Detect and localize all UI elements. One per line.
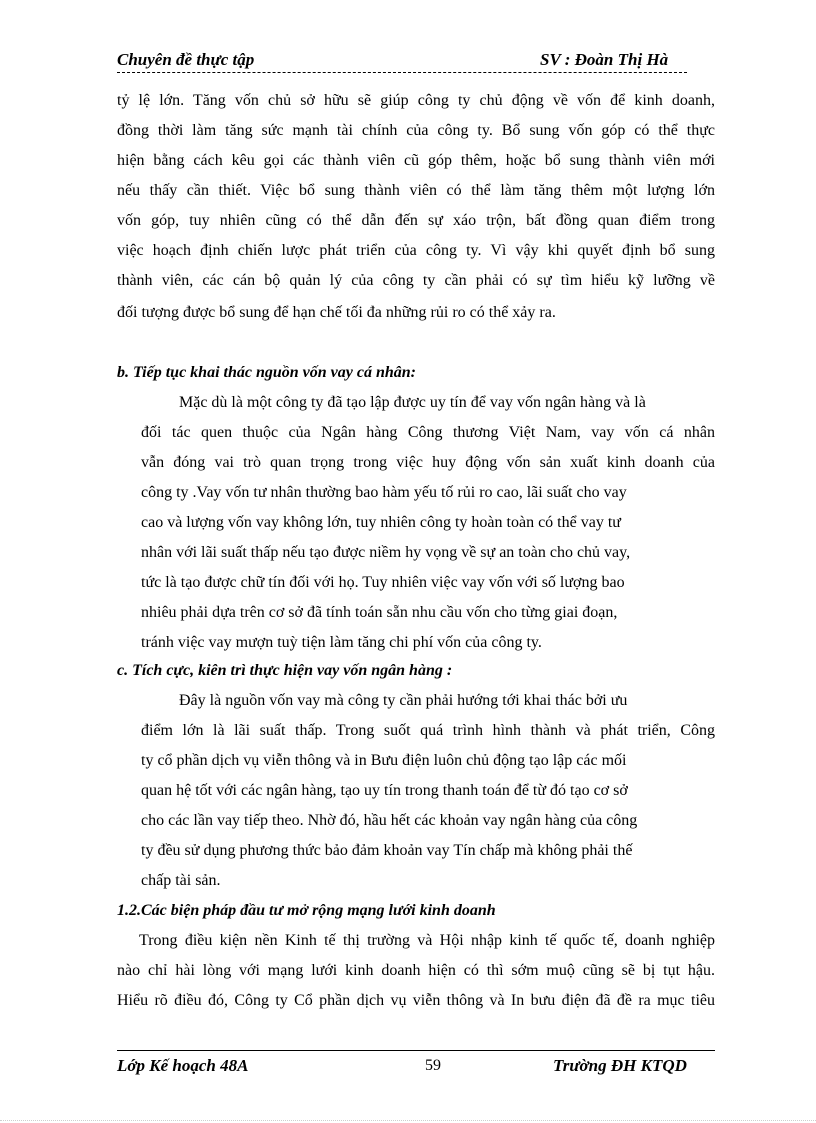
- section-b-line: tránh việc vay mượn tuỳ tiện làm tăng chi phí vốn của công ty.: [141, 634, 542, 651]
- section-c-line: Đây là nguồn vốn vay mà công ty cần phải hướng tới khai thác bởi ưu: [179, 692, 628, 709]
- section-c-line: ty cổ phần dịch vụ viễn thông và in Bưu điện luôn chủ động tạo lập các mối: [141, 752, 627, 769]
- section-1-2-line: nào chỉ hài lòng với mạng lưới kinh doanh hiện có thì sớm muộ cũng sẽ bị tụt hậu.: [117, 962, 715, 979]
- section-b-line: công ty .Vay vốn tư nhân thường bao hàm yếu tố rủi ro cao, lãi suất cho vay: [141, 484, 627, 501]
- section-c-line: chấp tài sản.: [141, 872, 221, 889]
- paragraph-line: đồng thời làm tăng sức mạnh tài chính của công ty. Bổ sung vốn góp có thể thực: [117, 122, 715, 139]
- header-right-author: SV : Đoàn Thị Hà: [540, 50, 669, 69]
- section-b-line: cao và lượng vốn vay không lớn, tuy nhiên công ty hoàn toàn có thể vay tư: [141, 514, 621, 531]
- paragraph-line: đối tượng được bổ sung để hạn chế tối đa những rủi ro có thể xảy ra.: [117, 304, 556, 321]
- section-c-line: ty đều sử dụng phương thức bảo đảm khoản vay Tín chấp mà không phải thế: [141, 842, 633, 859]
- header-dashed-divider: [117, 72, 687, 73]
- paragraph-line: vốn góp, tuy nhiên cũng có thể dẫn đến sự xáo trộn, bất đồng quan điểm trong: [117, 212, 715, 229]
- section-b-line: vẫn đóng vai trò quan trọng trong việc huy động vốn sản xuất kinh doanh của: [141, 454, 715, 471]
- section-c-line: điểm lớn là lãi suất thấp. Trong suốt quá trình hình thành và phát triển, Công: [141, 722, 715, 739]
- section-c-heading: c. Tích cực, kiên trì thực hiện vay vốn ngân hàng :: [117, 662, 453, 679]
- paragraph-line: tỷ lệ lớn. Tăng vốn chủ sở hữu sẽ giúp công ty chủ động về vốn để kinh doanh,: [117, 92, 715, 109]
- paragraph-line: việc hoạch định chiến lược phát triển của công ty. Vì vậy khi quyết định bổ sung: [117, 242, 715, 259]
- footer-school-name: Trường ĐH KTQD: [553, 1056, 687, 1075]
- footer-class-name: Lớp Kế hoạch 48A: [117, 1056, 249, 1075]
- footer-divider: [117, 1050, 715, 1051]
- section-c-line: cho các lần vay tiếp theo. Nhờ đó, hầu hết các khoản vay ngân hàng của công: [141, 812, 638, 829]
- footer-page-number: 59: [425, 1057, 441, 1074]
- paragraph-line: nếu thấy cần thiết. Việc bổ sung thành viên có thể làm tăng thêm một lượng lớn: [117, 182, 715, 199]
- section-b-line: nhân với lãi suất thấp nếu tạo được niềm hy vọng về sự an toàn cho chủ vay,: [141, 544, 631, 561]
- page-bottom-edge: [0, 1120, 816, 1121]
- section-1-2-line: Hiểu rõ điều đó, Công ty Cổ phần dịch vụ viễn thông và In bưu điện đã đề ra mục tiêu: [117, 992, 715, 1009]
- section-1-2-heading: 1.2.Các biện pháp đầu tư mở rộng mạng lưới kinh doanh: [117, 902, 496, 919]
- section-b-heading: b. Tiếp tục khai thác nguồn vốn vay cá nhân:: [117, 364, 416, 381]
- section-c-line: quan hệ tốt với các ngân hàng, tạo uy tín trong thanh toán để từ đó tạo cơ sở: [141, 782, 628, 799]
- section-1-2-line: Trong điều kiện nền Kinh tế thị trường và Hội nhập kinh tế quốc tế, doanh nghiệp: [139, 932, 715, 949]
- section-b-line: đối tác quen thuộc của Ngân hàng Công thương Việt Nam, vay vốn cá nhân: [141, 424, 715, 441]
- header-left-title: Chuyên đề thực tập: [117, 50, 255, 69]
- section-b-line: nhiêu phải dựa trên cơ sở đã tính toán sẵn nhu cầu vốn cho từng giai đoạn,: [141, 604, 618, 621]
- section-b-line: Mặc dù là một công ty đã tạo lập được uy tín để vay vốn ngân hàng và là: [179, 394, 646, 411]
- paragraph-line: hiện bằng cách kêu gọi các thành viên cũ góp thêm, hoặc bổ sung thành viên mới: [117, 152, 715, 169]
- section-b-line: tức là tạo được chữ tín đối với họ. Tuy nhiên việc vay vốn với số lượng bao: [141, 574, 625, 591]
- paragraph-line: thành viên, các cán bộ quản lý của công ty cần phải có sự tìm hiểu kỹ lưỡng về: [117, 272, 715, 289]
